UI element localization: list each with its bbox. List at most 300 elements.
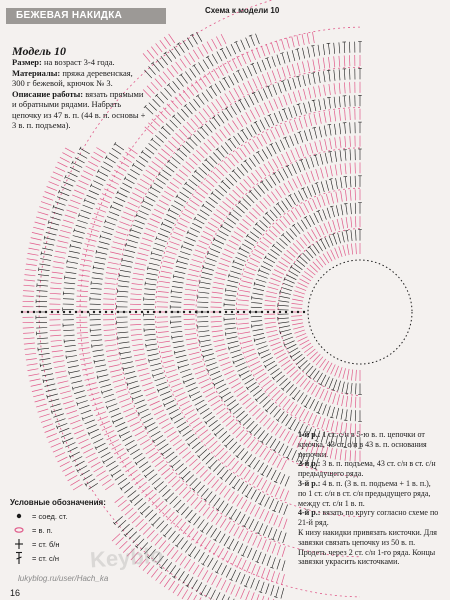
stitch-mark [188, 274, 199, 276]
stitch-mark [221, 396, 223, 399]
stitch-mark [173, 584, 179, 593]
stitch-mark [177, 360, 188, 363]
stitch-mark [60, 157, 70, 162]
stitch-mark [117, 296, 128, 297]
stitch-mark [243, 546, 248, 556]
stitch-mark [335, 137, 337, 148]
stitch-mark [105, 399, 115, 403]
stitch-mark [179, 256, 190, 259]
stitch-mark [66, 267, 77, 269]
stitch-mark [93, 355, 104, 357]
stitch-mark [192, 223, 202, 228]
stitch-mark [135, 220, 145, 224]
stitch-mark [204, 143, 212, 151]
instruction-label: 1-й р.: [298, 430, 321, 439]
stitch-mark [252, 298, 263, 300]
stitch-mark [224, 323, 235, 324]
stitch-mark [166, 251, 177, 254]
stitch-mark [103, 457, 113, 463]
stitch-mark [132, 163, 134, 166]
stitch-mark [347, 369, 349, 380]
stitch-mark [213, 287, 224, 289]
stitch-mark [208, 367, 218, 371]
stitch-mark [270, 176, 276, 185]
stitch-mark [118, 520, 126, 527]
stitch-mark [251, 564, 255, 574]
stitch-mark [148, 123, 156, 130]
stitch-mark [195, 219, 205, 224]
stitch-mark [214, 117, 221, 126]
stitch-mark [251, 36, 255, 46]
stitch-mark [147, 50, 154, 59]
stitch-mark [325, 139, 327, 150]
stitch-mark [65, 272, 76, 274]
stitch-mark [276, 393, 284, 401]
stitch-mark [133, 535, 141, 543]
stitch-mark [274, 515, 278, 525]
stitch-mark [282, 546, 285, 557]
stitch-mark [147, 273, 158, 275]
stitch-mark [202, 453, 210, 461]
stitch-mark [253, 408, 261, 416]
stitch-mark [51, 340, 62, 341]
foundation-chain-dot [117, 311, 119, 313]
stitch-mark [228, 341, 239, 344]
stitch-mark [198, 292, 209, 293]
stitch-mark [260, 120, 265, 130]
stitch-mark [111, 413, 121, 417]
stitch-mark [208, 140, 215, 148]
stitch-mark [242, 485, 248, 494]
stitch-mark [90, 397, 100, 400]
stitch-mark [244, 470, 250, 479]
stitch-mark [99, 475, 108, 481]
stitch-mark [25, 348, 36, 349]
stitch-mark [171, 383, 181, 387]
stitch-mark [220, 486, 227, 495]
stitch-mark [263, 525, 267, 535]
stitch-mark [181, 541, 188, 550]
stitch-mark [164, 88, 171, 96]
stitch-mark [202, 44, 208, 54]
stitch-mark [222, 504, 228, 513]
stitch-mark [183, 90, 190, 99]
stitch-mark [55, 371, 66, 373]
foundation-chain-dot [81, 311, 83, 313]
stitch-mark [176, 133, 184, 141]
stitch-mark [253, 536, 258, 546]
stitch-mark [296, 333, 306, 337]
stitch-mark [73, 236, 84, 239]
stitch-mark [77, 296, 88, 297]
stitch-mark [98, 247, 109, 250]
stitch-mark [190, 68, 196, 77]
stitch-mark [162, 170, 171, 176]
stitch-mark [221, 34, 226, 44]
stitch-mark [289, 271, 299, 277]
stitch-mark [66, 356, 77, 358]
stitch-mark [62, 153, 72, 158]
stitch-mark [248, 533, 253, 543]
foundation-chain-dot [123, 311, 125, 313]
stitch-mark [133, 225, 143, 229]
stitch-mark [271, 130, 276, 140]
stitch-mark [187, 592, 193, 600]
stitch-mark [244, 349, 254, 353]
stitch-mark [283, 337, 293, 341]
double-crochet-icon [10, 551, 28, 565]
stitch-mark [158, 233, 168, 237]
instruction-finishing [298, 528, 440, 567]
stitch-mark [170, 436, 179, 442]
stitch-mark [244, 517, 249, 527]
stitch-mark [325, 167, 328, 178]
stitch-mark [182, 451, 191, 458]
stitch-mark [27, 364, 38, 366]
stitch-mark [180, 218, 190, 223]
stitch-mark [148, 494, 156, 501]
stitch-mark [153, 373, 164, 376]
stitch-mark [202, 570, 208, 580]
stitch-mark [209, 420, 218, 427]
stitch-mark [346, 217, 348, 228]
stitch-mark [155, 460, 164, 467]
stitch-mark [77, 332, 88, 333]
stitch-mark [118, 478, 127, 484]
stitch-mark [222, 111, 228, 120]
stitch-mark [180, 59, 186, 68]
stitch-mark [52, 351, 63, 352]
stitch-mark [325, 377, 330, 387]
stitch-mark [57, 197, 67, 201]
stitch-mark [293, 243, 301, 251]
stitch-mark [161, 56, 168, 65]
stitch-mark [185, 209, 195, 215]
stitch-mark [46, 232, 57, 235]
stitch-mark [171, 65, 178, 74]
stitch-mark [269, 387, 277, 394]
stitch-mark [195, 500, 202, 509]
stitch-mark [280, 474, 285, 484]
stitch-mark [198, 326, 209, 327]
stitch-mark [308, 60, 310, 71]
stitch-mark [299, 409, 305, 419]
stitch-mark [154, 410, 164, 415]
stitch-mark [266, 132, 271, 142]
stitch-mark [156, 43, 163, 52]
stitch-mark [189, 102, 196, 111]
stitch-mark [186, 237, 196, 241]
stitch-mark [247, 195, 255, 203]
stitch-mark [289, 348, 299, 354]
foundation-chain-dot [255, 311, 257, 313]
stitch-mark [315, 142, 318, 153]
stitch-mark [119, 274, 120, 278]
stitch-mark [243, 219, 252, 226]
stitch-mark [212, 116, 215, 118]
stitch-mark [183, 574, 189, 583]
stitch-mark [190, 264, 201, 267]
stitch-mark [187, 279, 198, 281]
stitch-mark [258, 430, 265, 439]
stitch-mark [238, 133, 244, 142]
stitch-mark [208, 253, 218, 257]
stitch-mark [276, 573, 279, 584]
stitch-mark [254, 93, 259, 103]
stitch-mark [322, 195, 326, 206]
stitch-mark [177, 537, 184, 546]
stitch-mark [246, 402, 254, 409]
stitch-mark [230, 350, 241, 353]
stitch-mark [291, 308, 302, 309]
stitch-mark [238, 253, 248, 258]
stitch-mark [297, 162, 301, 172]
stitch-mark [265, 300, 276, 301]
stitch-mark [173, 388, 183, 392]
stitch-mark [160, 391, 170, 395]
stitch-mark [344, 96, 345, 107]
stitch-mark [185, 333, 196, 334]
stitch-mark [197, 485, 204, 493]
stitch-mark [290, 419, 296, 429]
foundation-chain-dot [93, 311, 95, 313]
stitch-mark [227, 375, 237, 380]
stitch-mark [150, 401, 160, 406]
stitch-mark [152, 478, 161, 485]
stitch-mark [248, 473, 254, 482]
legend-label: = в. п. [32, 525, 53, 535]
stitch-mark [257, 245, 266, 251]
stitch-mark [286, 275, 296, 280]
stitch-mark [53, 262, 64, 264]
stitch-mark [110, 370, 121, 373]
stitch-mark [148, 223, 158, 227]
stitch-mark [63, 401, 73, 404]
stitch-mark [220, 258, 230, 262]
stitch-mark [260, 241, 269, 247]
stitch-mark [118, 394, 128, 398]
stitch-mark [198, 297, 209, 298]
stitch-mark [94, 152, 104, 158]
stitch-mark [160, 276, 171, 278]
stitch-mark [346, 396, 348, 407]
stitch-mark [323, 361, 329, 370]
stitch-mark [247, 421, 255, 429]
stitch-mark [136, 258, 147, 261]
stitch-mark [328, 392, 332, 402]
foundation-chain-dot [135, 311, 137, 313]
stitch-mark [326, 194, 329, 205]
stitch-mark [203, 231, 213, 236]
stitch-mark [220, 451, 228, 459]
stitch-mark [176, 444, 185, 451]
foundation-chain-dot [99, 311, 101, 313]
stitch-mark [174, 568, 180, 577]
stitch-mark [177, 196, 186, 202]
stitch-mark [331, 365, 336, 375]
stitch-mark [103, 162, 113, 168]
stitch-mark [155, 482, 163, 489]
stitch-mark [241, 500, 247, 509]
stitch-mark [42, 374, 53, 376]
stitch-mark [321, 240, 326, 250]
stitch-mark [190, 138, 198, 146]
stitch-mark [288, 434, 293, 444]
stitch-mark [173, 534, 180, 543]
stitch-mark [169, 456, 178, 463]
foundation-chain-dot [285, 311, 287, 313]
stitch-mark [225, 328, 236, 329]
stitch-mark [267, 195, 274, 204]
stitch-mark [152, 119, 160, 127]
stitch-mark [266, 44, 270, 54]
stitch-mark [268, 527, 272, 537]
stitch-mark [274, 501, 278, 511]
stitch-mark [69, 371, 70, 375]
foundation-chain-dot [129, 311, 131, 313]
stitch-mark [109, 212, 119, 216]
stitch-mark [33, 227, 44, 230]
stitch-mark [179, 149, 187, 156]
stitch-mark [278, 318, 289, 319]
stitch-mark [236, 42, 241, 52]
materials-label: Материалы: [12, 67, 61, 78]
stitch-mark [182, 247, 192, 251]
legend-item-slip-stitch [10, 509, 110, 523]
stitch-mark [263, 400, 271, 408]
stitch-mark [212, 331, 223, 332]
stitch-mark [329, 84, 331, 95]
stitch-mark [233, 407, 242, 414]
stitch-mark [347, 244, 349, 255]
stitch-mark [264, 305, 275, 306]
stitch-mark [209, 121, 216, 130]
stitch-mark [242, 54, 247, 64]
work-text: вязать прямыми и обратными рядами. Набрать цепочку из 47 в. п. (44 в. п. основы + 3 в. п. подъема). [12, 88, 146, 130]
stitch-mark [43, 197, 53, 201]
stitch-mark [303, 75, 306, 86]
stitch-mark [146, 278, 157, 280]
stitch-mark [70, 376, 81, 379]
stitch-mark [179, 522, 186, 531]
stitch-mark [134, 354, 145, 356]
stitch-mark [153, 248, 164, 251]
stitch-mark [220, 165, 228, 173]
stitch-mark [258, 185, 265, 194]
stitch-mark [113, 242, 124, 245]
stitch-mark [121, 403, 131, 407]
stitch-mark [285, 138, 289, 148]
stitch-mark [334, 83, 335, 94]
stitch-mark [304, 203, 309, 213]
stitch-mark [253, 208, 261, 216]
stitch-mark [209, 176, 217, 183]
stitch-mark [290, 195, 296, 205]
stitch-mark [68, 256, 79, 258]
stitch-mark [146, 392, 156, 396]
stitch-mark [295, 208, 301, 217]
model-title: Модель 10 [12, 44, 66, 58]
stitch-mark [167, 547, 174, 556]
stitch-mark [271, 368, 280, 374]
stitch-mark [111, 474, 113, 477]
stitch-mark [334, 124, 336, 135]
stitch-mark [145, 289, 156, 290]
stitch-mark [330, 152, 332, 163]
stitch-mark [205, 492, 212, 501]
stitch-mark [337, 219, 340, 230]
stitch-mark [309, 247, 316, 256]
stitch-mark [128, 512, 136, 519]
stitch-mark [205, 421, 207, 424]
stitch-mark [241, 341, 252, 344]
stitch-mark [199, 340, 200, 344]
stitch-mark [50, 293, 61, 294]
stitch-mark [345, 109, 346, 120]
stitch-mark [79, 405, 90, 409]
foundation-chain-dot [45, 311, 47, 313]
stitch-mark [270, 439, 276, 448]
stitch-mark [96, 443, 106, 448]
stitch-mark [80, 265, 91, 267]
stitch-mark [111, 207, 121, 211]
stitch-mark [23, 291, 34, 292]
stitch-mark [155, 157, 164, 164]
stitch-mark [259, 350, 269, 354]
stitch-mark [229, 524, 235, 533]
stitch-mark [311, 45, 315, 46]
stitch-mark [166, 370, 177, 373]
stitch-mark [101, 166, 111, 171]
stitch-mark [319, 113, 321, 124]
stitch-mark [131, 334, 142, 335]
stitch-mark [234, 136, 240, 145]
stitch-mark [247, 66, 252, 76]
stitch-mark [145, 148, 154, 155]
stitch-mark [64, 283, 75, 284]
stitch-mark [245, 161, 252, 170]
foundation-chain-dot [33, 311, 35, 313]
stitch-mark [186, 183, 195, 190]
legend-label: = соед. ст. [32, 511, 68, 521]
stitch-mark [342, 395, 344, 406]
stitch-mark [189, 179, 198, 186]
stitch-mark [266, 482, 271, 492]
stitch-mark [350, 176, 351, 187]
stitch-mark [141, 243, 152, 246]
stitch-mark [250, 192, 257, 200]
stitch-mark [245, 378, 254, 384]
stitch-mark [107, 404, 117, 408]
stitch-mark [168, 531, 175, 540]
stitch-mark [162, 195, 171, 201]
stitch-mark [309, 115, 312, 126]
stitch-mark [55, 251, 66, 253]
stitch-mark [242, 560, 247, 570]
stitch-mark [242, 130, 248, 139]
stitch-mark [273, 159, 279, 169]
stitch-mark [184, 319, 195, 320]
stitch-mark [260, 220, 268, 227]
stitch-mark [217, 52, 222, 62]
stitch-mark [236, 430, 244, 438]
stitch-mark [331, 250, 336, 260]
stitch-mark [329, 111, 331, 122]
stitch-mark [93, 350, 104, 352]
stitch-mark [294, 291, 304, 294]
stitch-mark [67, 411, 77, 415]
stitch-mark [213, 340, 224, 342]
